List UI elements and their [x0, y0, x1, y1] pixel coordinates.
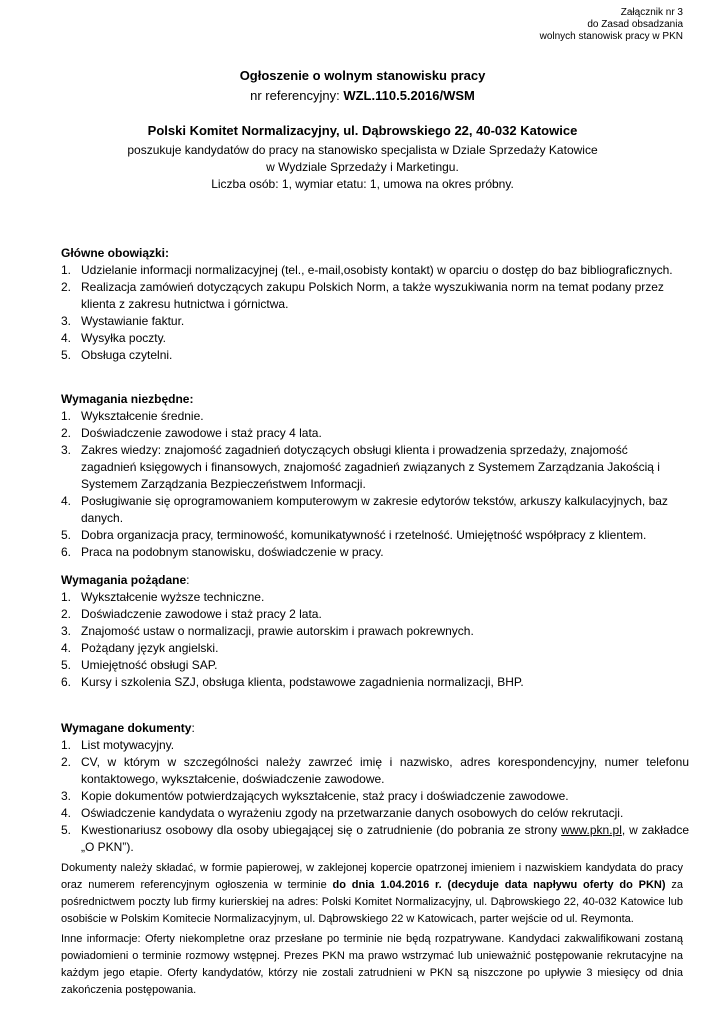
- list-item: 2. Realizacja zamówień dotyczących zakupu Polskich Norm, a także wyszukiwania norm na temat podany przez klienta z zakresu hutnictwa i górnictwa.: [61, 280, 664, 311]
- list-item: 6. Praca na podobnym stanowisku, doświadczenie w pracy.: [61, 545, 384, 559]
- position-description: [0, 142, 725, 193]
- list-item-text: Znajomość ustaw o normalizacji, prawie autorskim i prawach pokrewnych.: [81, 624, 474, 638]
- list-item-text: Dobra organizacja pracy, terminowość, komunikatywność i rzetelność. Umiejętność współpracy z klientem.: [81, 528, 647, 542]
- attachment-note: [540, 7, 683, 43]
- other-info-paragraph: Inne informacje: Oferty niekompletne oraz przesłane po terminie nie będą rozpatrywane. Kandydaci zakwalifikowani zostaną powiadomieni o terminie rozmowy wstępnej. Prezes PKN ma prawo wstrzymać lub unieważnić postępowanie rekrutacyjne na każdym jego etapie. Oferty kandydatów, którzy nie zostali zatrudnieni w PKN są niszczone po upływie 3 miesięcy od dnia zakończenia postępowania.: [61, 933, 683, 996]
- attachment-line-2: do Zasad obsadzania: [587, 19, 683, 30]
- attachment-line-3: wolnych stanowisk pracy w PKN: [539, 31, 683, 42]
- list-item-text: CV, w którym w szczególności należy zawrzeć imię i nazwisko, adres korespondencyjny, numer telefonu kontaktowego, wykształcenie, doświadczenie zawodowe.: [81, 755, 689, 786]
- list-item-suffix: , w zakładce „O PKN”).: [81, 823, 689, 854]
- reference-prefix: nr referencyjny:: [250, 88, 344, 103]
- documents-heading: [61, 720, 689, 737]
- list-item: 5. Dobra organizacja pracy, terminowość, komunikatywność i rzetelność. Umiejętność współpracy z klientem.: [61, 528, 647, 542]
- required-heading: Wymagania niezbędne:: [61, 392, 194, 406]
- list-item-text: Realizacja zamówień dotyczących zakupu Polskich Norm, a także wyszukiwania norm na temat podany przez klienta z zakresu hutnictwa i górnictwa.: [81, 280, 664, 311]
- duties-section: [61, 245, 689, 364]
- list-item: 5. Kwestionariusz osobowy dla osoby ubiegającej się o zatrudnienie (do pobrania ze strony www.pkn.pl, w zakładce „O PKN”).: [61, 823, 689, 854]
- list-item-text: Kopie dokumentów potwierdzających wykształcenie, staż pracy i doświadczenie zawodowe.: [81, 789, 569, 803]
- position-line-2: w Wydziale Sprzedaży i Marketingu.: [266, 160, 459, 174]
- list-item: 1. Udzielanie informacji normalizacyjnej (tel., e-mail,osobisty kontakt) w oparciu o dostęp do baz bibliograficznych.: [61, 263, 673, 277]
- submission-text-1: Dokumenty należy składać, w formie papierowej, w zaklejonej kopercie opatrzonej imieniem i nazwiskiem kandydata do pracy oraz numerem referencyjnym ogłoszenia w terminie: [61, 862, 683, 891]
- list-item-text: Posługiwanie się oprogramowaniem komputerowym w zakresie edytorów tekstów, arkuszy kalkulacyjnych, baz danych.: [81, 494, 668, 525]
- required-list: [61, 408, 689, 561]
- list-item-text: Doświadczenie zawodowe i staż pracy 4 lata.: [81, 426, 322, 440]
- list-item-text: Wykształcenie średnie.: [81, 409, 204, 423]
- documents-section: [61, 720, 689, 856]
- pkn-website-link[interactable]: www.pkn.pl: [561, 823, 622, 837]
- desired-heading: [61, 572, 689, 589]
- list-item-text: Udzielanie informacji normalizacyjnej (tel., e-mail,osobisty kontakt) w oparciu o dostęp do baz bibliograficznych.: [81, 263, 673, 277]
- reference-number-line: [0, 87, 725, 105]
- organization-name: Polski Komitet Normalizacyjny, ul. Dąbrowskiego 22, 40-032 Katowice: [147, 123, 578, 138]
- documents-heading-text: Wymagane dokumenty: [61, 721, 192, 735]
- list-item-text: Zakres wiedzy: znajomość zagadnień dotyczących obsługi klienta i prowadzenia sprzedaży, znajomość zagadnień księgowych i finansowych, znajomość zagadnień związanych z Systemem Zarządzania Jakością i Systemem Zarządzania Bezpieczeństwem Informacji.: [81, 443, 660, 491]
- list-item: 4. Posługiwanie się oprogramowaniem komputerowym w zakresie edytorów tekstów, arkuszy kalkulacyjnych, baz danych.: [61, 494, 668, 525]
- submission-paragraph: [61, 860, 683, 928]
- reference-number: WZL.110.5.2016/WSM: [343, 88, 475, 103]
- list-item: 4. Pożądany język angielski.: [61, 641, 219, 655]
- announcement-title: Ogłoszenie o wolnym stanowisku pracy: [239, 68, 486, 83]
- attachment-line-1: Załącznik nr 3: [620, 7, 683, 18]
- duties-heading: Główne obowiązki:: [61, 246, 170, 260]
- list-item-text: List motywacyjny.: [81, 738, 175, 752]
- list-item: 4. Wysyłka poczty.: [61, 331, 167, 345]
- position-line-1: poszukuje kandydatów do pracy na stanowisko specjalista w Dziale Sprzedaży Katowice: [127, 143, 598, 157]
- list-item-text: Wykształcenie wyższe techniczne.: [81, 590, 265, 604]
- list-item-text: Wysyłka poczty.: [81, 331, 167, 345]
- list-item-text: Pożądany język angielski.: [81, 641, 219, 655]
- list-item: 3. Wystawianie faktur.: [61, 314, 185, 328]
- list-item-text: Kwestionariusz osobowy dla osoby ubiegającej się o zatrudnienie (do pobrania ze strony: [81, 823, 562, 837]
- submission-deadline: do dnia 1.04.2016 r. (decyduje data napływu oferty do PKN): [332, 879, 666, 891]
- list-item-text: Praca na podobnym stanowisku, doświadczenie w pracy.: [81, 545, 384, 559]
- list-item: 1. Wykształcenie średnie.: [61, 409, 204, 423]
- list-item: 5. Obsługa czytelni.: [61, 348, 173, 362]
- list-item: 3. Znajomość ustaw o normalizacji, prawie autorskim i prawach pokrewnych.: [61, 624, 474, 638]
- duties-list: [61, 262, 689, 364]
- submission-text-2: za pośrednictwem poczty lub firmy kurierskiej na adres: Polski Komitet Normalizacyjny, ul. Dąbrowskiego 22, 40-032 Katowice lub osobiście w Polskim Komitecie Normalizacyjnym, ul. Dąbrowskiego 22 w Katowicach, parter wejście od ul. Reymonta.: [61, 879, 683, 925]
- list-item-text: Wystawianie faktur.: [81, 314, 185, 328]
- list-item: 1. Wykształcenie wyższe techniczne.: [61, 590, 265, 604]
- desired-list: [61, 589, 689, 691]
- list-item: 1. List motywacyjny.: [61, 738, 175, 752]
- list-item-text: Umiejętność obsługi SAP.: [81, 658, 218, 672]
- list-item-text: Obsługa czytelni.: [81, 348, 173, 362]
- list-item: 3. Zakres wiedzy: znajomość zagadnień dotyczących obsługi klienta i prowadzenia sprzedaży, znajomość zagadnień księgowych i finansowych, znajomość zagadnień związanych z Systemem Zarządzania Jakością i Systemem Zarządzania Bezpieczeństwem Informacji.: [61, 443, 660, 491]
- desired-heading-colon: :: [186, 573, 190, 587]
- desired-heading-text: Wymagania pożądane: [61, 573, 187, 587]
- list-item: 2. Doświadczenie zawodowe i staż pracy 4 lata.: [61, 426, 322, 440]
- documents-list: [61, 737, 689, 856]
- required-section: [61, 391, 689, 561]
- list-item: 3. Kopie dokumentów potwierdzających wykształcenie, staż pracy i doświadczenie zawodowe.: [61, 789, 569, 803]
- desired-section: [61, 572, 689, 691]
- list-item: 6. Kursy i szkolenia SZJ, obsługa klienta, podstawowe zagadnienia normalizacji, BHP.: [61, 675, 524, 689]
- documents-heading-colon: :: [191, 721, 195, 735]
- position-line-3: Liczba osób: 1, wymiar etatu: 1, umowa na okres próbny.: [211, 177, 514, 191]
- list-item-text: Oświadczenie kandydata o wyrażeniu zgody na przetwarzanie danych osobowych do celów rekrutacji.: [81, 806, 624, 820]
- list-item-text: Kursy i szkolenia SZJ, obsługa klienta, podstawowe zagadnienia normalizacji, BHP.: [81, 675, 524, 689]
- list-item-text: Doświadczenie zawodowe i staż pracy 2 lata.: [81, 607, 322, 621]
- list-item: 4. Oświadczenie kandydata o wyrażeniu zgody na przetwarzanie danych osobowych do celów rekrutacji.: [61, 806, 624, 820]
- list-item: 2. Doświadczenie zawodowe i staż pracy 2 lata.: [61, 607, 322, 621]
- list-item: 5. Umiejętność obsługi SAP.: [61, 658, 218, 672]
- list-item: 2. CV, w którym w szczególności należy zawrzeć imię i nazwisko, adres korespondencyjny, numer telefonu kontaktowego, wykształcenie, doświadczenie zawodowe.: [61, 755, 689, 786]
